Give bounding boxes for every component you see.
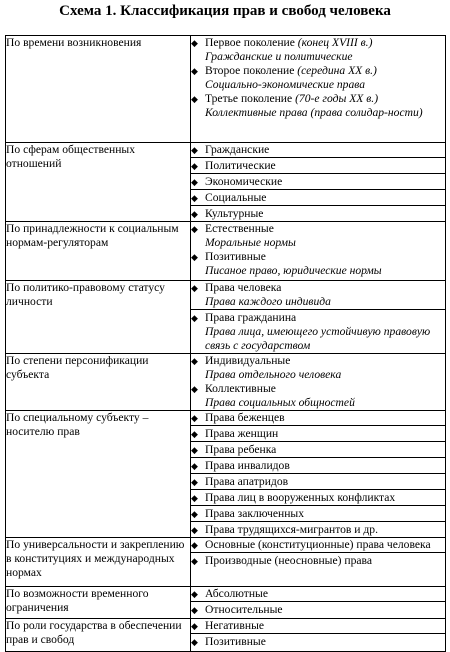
type-label: Права беженцев — [205, 411, 285, 424]
type-label: Естественные — [205, 222, 274, 235]
criterion-label: По степени персонификации субъекта — [6, 354, 149, 381]
criterion-label: По политико-правовому статусу личности — [6, 281, 165, 308]
type-item — [191, 191, 445, 205]
diamond-bullet-icon: ◆ — [191, 356, 198, 366]
criterion-cell — [6, 538, 191, 587]
type-label: Права лиц в вооруженных конфликтах — [205, 491, 396, 504]
criterion-cell — [6, 143, 191, 222]
type-label-text — [205, 92, 445, 106]
type-label-text — [205, 207, 445, 221]
classification-row — [6, 143, 446, 222]
diamond-bullet-icon: ◆ — [191, 161, 198, 171]
criterion-label: По времени возникновения — [6, 36, 142, 49]
type-entry — [191, 64, 445, 92]
diamond-bullet-icon: ◆ — [191, 66, 198, 76]
type-label: Основные (конституционные) права человека — [205, 538, 431, 551]
types-cell — [191, 538, 446, 587]
diamond-bullet-icon: ◆ — [191, 589, 198, 599]
diamond-bullet-icon: ◆ — [191, 209, 198, 219]
type-entry — [191, 189, 445, 205]
type-entry — [191, 473, 445, 489]
type-description: Писаное право, юридические нормы — [205, 264, 382, 277]
types-cell — [191, 587, 446, 619]
classification-row — [6, 619, 446, 652]
diamond-bullet-icon: ◆ — [191, 193, 198, 203]
type-entry — [191, 382, 445, 410]
type-label-text — [205, 191, 445, 205]
type-label-text — [205, 603, 445, 617]
types-cell — [191, 411, 446, 538]
type-description: Права каждого индивида — [205, 295, 331, 308]
type-entry — [191, 521, 445, 537]
classification-table — [5, 35, 446, 652]
classification-row — [6, 281, 446, 354]
criterion-label: По универсальности и закреплению в конституциях и международных нормах — [6, 538, 185, 579]
type-item — [191, 250, 445, 264]
type-label-text — [205, 491, 445, 505]
type-description: Социально-экономические права — [205, 78, 366, 91]
type-item — [191, 207, 445, 221]
type-label-text — [205, 538, 445, 552]
type-entry — [191, 143, 445, 157]
diamond-bullet-icon: ◆ — [191, 177, 198, 187]
diamond-bullet-icon: ◆ — [191, 525, 198, 535]
type-item — [191, 491, 445, 505]
type-entry — [191, 411, 445, 425]
diamond-bullet-icon: ◆ — [191, 38, 198, 48]
diamond-bullet-icon: ◆ — [191, 384, 198, 394]
type-entry — [191, 457, 445, 473]
type-label-text — [205, 250, 445, 264]
type-label-text — [205, 311, 445, 325]
type-entry — [191, 601, 445, 617]
types-cell — [191, 281, 446, 354]
type-entry — [191, 619, 445, 633]
type-item — [191, 222, 445, 236]
type-item — [191, 92, 445, 106]
type-item — [191, 64, 445, 78]
type-item — [191, 281, 445, 295]
criterion-cell — [6, 619, 191, 652]
type-entry — [191, 173, 445, 189]
diamond-bullet-icon: ◆ — [191, 477, 198, 487]
type-label: Негативные — [205, 619, 265, 632]
type-label: Третье поколение — [205, 92, 293, 105]
criterion-label: По сферам общественных отношений — [6, 143, 136, 170]
type-label-text — [205, 159, 445, 173]
type-label: Социальные — [205, 191, 267, 204]
diamond-bullet-icon: ◆ — [191, 283, 198, 293]
type-label-text — [205, 619, 445, 633]
criterion-cell — [6, 281, 191, 354]
criterion-cell — [6, 36, 191, 143]
type-label: Относительные — [205, 603, 283, 616]
type-label: Права человека — [205, 281, 282, 294]
diamond-bullet-icon: ◆ — [191, 509, 198, 519]
types-cell — [191, 36, 446, 143]
type-label: Гражданские — [205, 143, 270, 156]
type-item — [191, 459, 445, 473]
diamond-bullet-icon: ◆ — [191, 445, 198, 455]
type-label-text — [205, 143, 445, 157]
scheme-title: Схема 1. Классификация прав и свобод человека — [59, 3, 391, 19]
criterion-cell — [6, 354, 191, 411]
type-label: Культурные — [205, 207, 264, 220]
type-item — [191, 507, 445, 521]
type-label: Права ребенка — [205, 443, 277, 456]
type-period: (середина XX в.) — [294, 64, 377, 77]
type-label-text — [205, 427, 445, 441]
type-label: Права апатридов — [205, 475, 289, 488]
type-label: Права инвалидов — [205, 459, 290, 472]
type-item — [191, 311, 445, 325]
type-description: Права лица, имеющего устойчивую правовую связь с государством — [205, 325, 431, 352]
type-label: Абсолютные — [205, 587, 268, 600]
type-item — [191, 523, 445, 537]
type-description: Гражданские и политические — [205, 50, 353, 63]
type-entry — [191, 538, 445, 552]
criterion-cell — [6, 587, 191, 619]
type-label-text — [205, 64, 445, 78]
type-entry — [191, 505, 445, 521]
criterion-cell — [6, 222, 191, 281]
type-label-text — [205, 523, 445, 537]
type-entry — [191, 425, 445, 441]
type-label: Первое поколение — [205, 36, 295, 49]
diamond-bullet-icon: ◆ — [191, 413, 198, 423]
type-label-text — [205, 36, 445, 50]
type-description: Права социальных общностей — [205, 396, 355, 409]
type-period: (70-е годы XX в.) — [292, 92, 379, 105]
diamond-bullet-icon: ◆ — [191, 461, 198, 471]
type-label: Позитивные — [205, 635, 266, 648]
types-cell — [191, 222, 446, 281]
type-item — [191, 411, 445, 425]
type-period: (конец XVIII в.) — [294, 36, 373, 49]
type-label: Права женщин — [205, 427, 279, 440]
criterion-label: По роли государства в обеспечении прав и свобод — [6, 619, 182, 646]
diamond-bullet-icon: ◆ — [191, 637, 198, 647]
type-label: Права трудящихся-мигрантов и др. — [205, 523, 378, 536]
type-item — [191, 427, 445, 441]
type-label-text — [205, 411, 445, 425]
type-item — [191, 603, 445, 617]
type-description: Права отдельного человека — [205, 368, 342, 381]
type-item — [191, 619, 445, 633]
type-entry — [191, 309, 445, 353]
classification-row — [6, 36, 446, 143]
type-entry — [191, 250, 445, 278]
type-label: Позитивные — [205, 250, 266, 263]
diamond-bullet-icon: ◆ — [191, 145, 198, 155]
type-entry — [191, 36, 445, 64]
type-item — [191, 554, 445, 568]
type-label: Экономические — [205, 175, 283, 188]
criterion-cell — [6, 411, 191, 538]
type-entry — [191, 281, 445, 309]
classification-row — [6, 222, 446, 281]
type-entry — [191, 222, 445, 250]
types-cell — [191, 619, 446, 652]
type-label-text — [205, 635, 445, 649]
type-label: Права заключенных — [205, 507, 305, 520]
type-label-text — [205, 554, 445, 568]
type-item — [191, 475, 445, 489]
type-item — [191, 382, 445, 396]
type-entry — [191, 205, 445, 221]
classification-row — [6, 538, 446, 587]
type-label-text — [205, 281, 445, 295]
diamond-bullet-icon: ◆ — [191, 224, 198, 234]
diamond-bullet-icon: ◆ — [191, 556, 198, 566]
types-cell — [191, 143, 446, 222]
type-label: Производные (неосновные) права — [205, 554, 372, 567]
type-item — [191, 538, 445, 552]
diamond-bullet-icon: ◆ — [191, 252, 198, 262]
type-entry — [191, 489, 445, 505]
diamond-bullet-icon: ◆ — [191, 94, 198, 104]
type-item — [191, 175, 445, 189]
type-label-text — [205, 175, 445, 189]
type-label: Второе поколение — [205, 64, 295, 77]
type-label-text — [205, 587, 445, 601]
type-entry — [191, 552, 445, 568]
type-item — [191, 36, 445, 50]
classification-table-body — [6, 36, 446, 652]
diamond-bullet-icon: ◆ — [191, 605, 198, 615]
type-label: Права гражданина — [205, 311, 297, 324]
criterion-label: По специальному субъекту – носителю прав — [6, 411, 149, 438]
type-entry — [191, 157, 445, 173]
classification-row — [6, 587, 446, 619]
criterion-label: По возможности временного ограничения — [6, 587, 149, 614]
type-item — [191, 159, 445, 173]
type-label-text — [205, 222, 445, 236]
criterion-label: По принадлежности к социальным нормам-регуляторам — [6, 222, 179, 249]
type-item — [191, 354, 445, 368]
classification-row — [6, 354, 446, 411]
type-label: Индивидуальные — [205, 354, 291, 367]
type-entry — [191, 633, 445, 649]
type-description: Моральные нормы — [205, 236, 296, 249]
type-description: Коллективные права (права солидар-ности) — [205, 106, 423, 119]
type-entry — [191, 441, 445, 457]
type-entry — [191, 92, 445, 120]
type-item — [191, 635, 445, 649]
type-label: Коллективные — [205, 382, 276, 395]
diamond-bullet-icon: ◆ — [191, 429, 198, 439]
diamond-bullet-icon: ◆ — [191, 313, 198, 323]
type-entry — [191, 587, 445, 601]
type-label-text — [205, 475, 445, 489]
type-item — [191, 443, 445, 457]
types-cell — [191, 354, 446, 411]
type-label: Политические — [205, 159, 276, 172]
type-entry — [191, 354, 445, 382]
diamond-bullet-icon: ◆ — [191, 540, 198, 550]
type-label-text — [205, 443, 445, 457]
type-label-text — [205, 382, 445, 396]
type-item — [191, 587, 445, 601]
classification-row — [6, 411, 446, 538]
type-label-text — [205, 354, 445, 368]
type-item — [191, 143, 445, 157]
diamond-bullet-icon: ◆ — [191, 493, 198, 503]
type-label-text — [205, 507, 445, 521]
diamond-bullet-icon: ◆ — [191, 621, 198, 631]
type-label-text — [205, 459, 445, 473]
